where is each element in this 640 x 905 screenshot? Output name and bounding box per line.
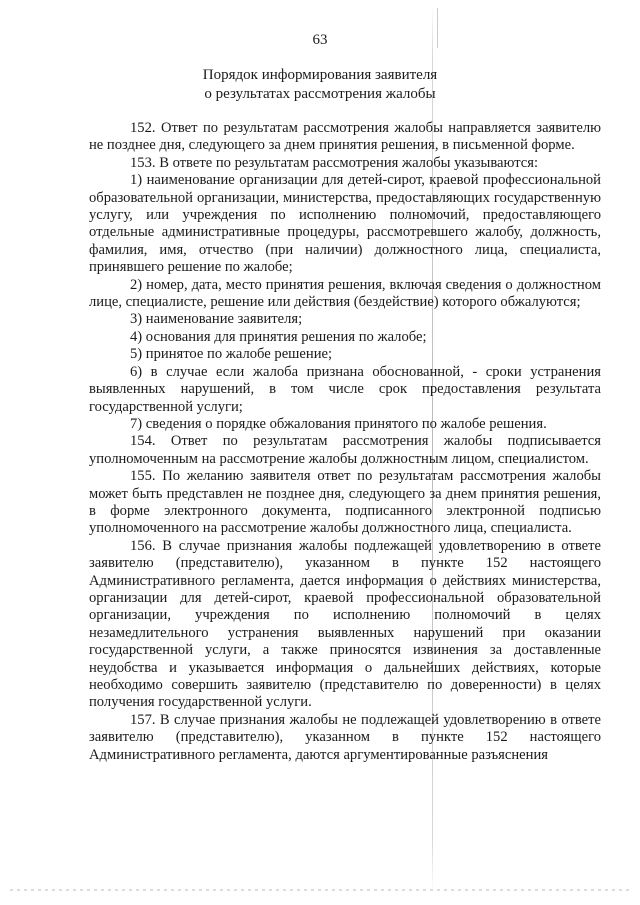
paragraph-155: 155. По желанию заявителя ответ по результатам рассмотрения жалобы может быть представлен не позднее дня, следующего за днем принятия решения, в форме электронного документа, подписанного электронной подписью уполномоченного на рассмотрение жалобы должностного лица, специалиста.: [89, 468, 601, 537]
list-item-4: 4) основания для принятия решения по жалобе;: [130, 328, 427, 345]
list-item-1: 1) наименование организации для детей-сирот, краевой профессиональной образовательной организации, министерства, предоставляющих государственную услугу, или учреждения по исполнению полномочий, предоставляющего отдельные административные процедуры, рассмотревшего жалобу, должность, фамилия, имя, отчество (при наличии) должностного лица, специалиста, принявшего решение по жалобе;: [89, 172, 601, 276]
list-item-7: 7) сведения о порядке обжалования принятого по жалобе решения.: [130, 415, 547, 432]
paragraph-152: 152. Ответ по результатам рассмотрения жалобы направляется заявителю не позднее дня, следующего за днем принятия решения, в письменной форме.: [89, 120, 601, 154]
paragraph-156: 156. В случае признания жалобы подлежащей удовлетворению в ответе заявителю (представителю), указанном в пункте 152 настоящего Административного регламента, дается информация о действиях министерства, организации для детей-сирот, краевой профессиональной образовательной организации, учреждения по исполнению полномочий в целях незамедлительного устранения выявленных нарушений при оказании государственной услуги, а также приносятся извинения за доставленные неудобства и указывается информация о дальнейших действиях, которые необходимо совершить заявителю (представителю по доверенности) в целях получения государственной услуги.: [89, 537, 601, 711]
section-title-line-2: о результатах рассмотрения жалобы: [204, 86, 436, 102]
list-item-6: 6) в случае если жалоба признана обоснованной, - сроки устранения выявленных нарушений, в том числе срок предоставления результата государственной услуги;: [89, 363, 601, 415]
document-body: [89, 120, 601, 764]
list-item-2: 2) номер, дата, место принятия решения, включая сведения о должностном лице, специалисте, решение или действия (бездействие) которого обжалуются;: [89, 276, 601, 311]
list-item-5: 5) принятое по жалобе решение;: [130, 346, 333, 363]
section-title: [0, 66, 640, 104]
list-item-3: 3) наименование заявителя;: [130, 311, 303, 328]
paragraph-154: 154. Ответ по результатам рассмотрения жалобы подписывается уполномоченным на рассмотрение жалобы должностным лицом, специалистом.: [89, 433, 601, 467]
page-number: 63: [312, 32, 328, 48]
section-title-line-1: Порядок информирования заявителя: [202, 67, 438, 83]
paragraph-153: 153. В ответе по результатам рассмотрения жалобы указываются:: [130, 154, 539, 171]
paragraph-157: 157. В случае признания жалобы не подлежащей удовлетворению в ответе заявителю (представителю), указанном в пункте 152 настоящего Административного регламента, даются аргументированные разъяснения: [89, 711, 601, 763]
scan-bottom-edge: [10, 889, 630, 891]
